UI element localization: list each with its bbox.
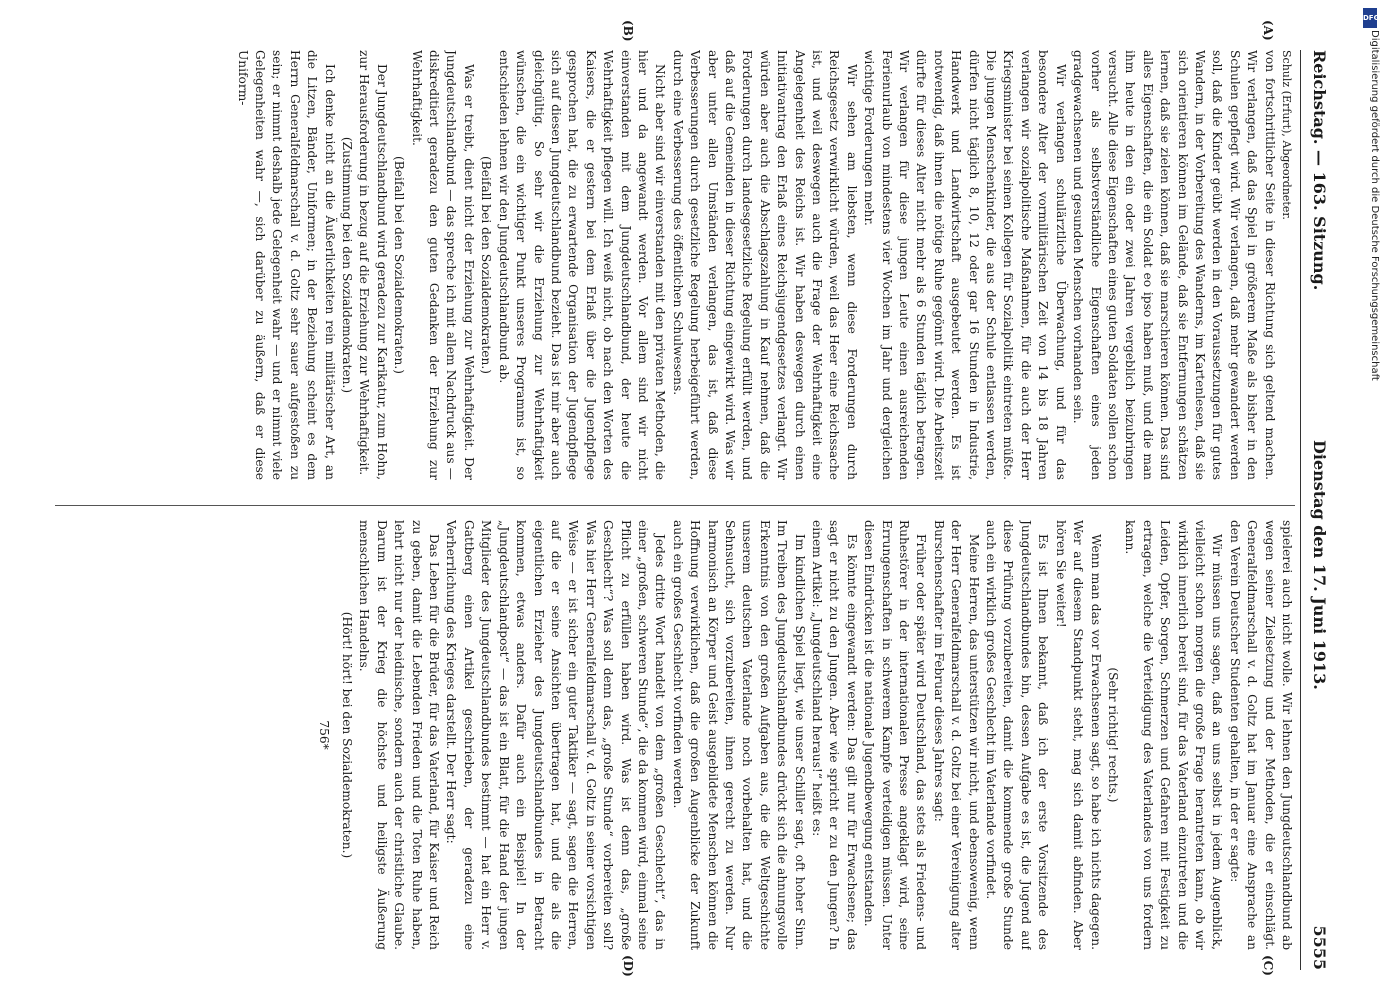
quotation: Im kindlichen Spiel liegt, wie unser Schiller sagt, oft hoher Sinn. Im Treiben des Jungdeutschlandbundes drückt sich die ahnungsvolle Erkenntnis von den großen Aufgaben aus, die die Weltgeschichte unserem deutschen Vaterlande noch vorbehalten hat, und die Sehnsucht, sich vorzubereiten, ihnen gerecht zu werden. Nur harmonisch an Körper und Geist ausgebildete Menschen können die Hoffnung verwirklichen, daß die großen Augenblicke der Zukunft auch ein großes Geschlecht vorfinden werden.: [670, 520, 807, 950]
paragraph: Was er treibt, dient nicht der Erziehung zur Wehrhaftigkeit. Der Jungdeutschlandbund — das spreche ich mit allem Nachdruck aus — diskreditiert geradezu den guten Gedanken der Erziehung zur Wehrhaftigkeit.: [409, 50, 476, 480]
quotation: Wir müssen uns sagen, daß an uns selbst in jedem Augenblick, vielleicht schon morgen die große Frage herantreten kann, ob wir wirklich innerlich bereit sind, für das Vaterland einzutreten und die Leiden, Opfer, Sorgen, Schmerzen und Gefahren mit Festigkeit zu ertragen, welche die Verteidigung des Vaterlandes von uns fordern kann.: [1123, 520, 1225, 950]
header-rule: [1300, 50, 1301, 970]
paragraph: Ich denke nicht an die Äußerlichkeiten rein militärischer Art, an die Litzen, Bänder, Uniformen; in der Beziehung scheint es dem Herrn Generalfeldmarschall v. d. Goltz sehr sauer aufgestoßen zu sein; er nimmt deshalb jede Gelegenheit wahr — und er nimmt viele Gelegenheiten wahr —, sich darüber zu äußern, daß er diese Uniform-: [235, 50, 337, 480]
margin-marker-a: (A): [1261, 20, 1275, 41]
dfg-logo: DFG: [1363, 8, 1377, 28]
paragraph: Der Jungdeutschlandbund wird geradezu zur Karikatur, zum Hohn, zur Herausforderung in bezug auf die Erziehung zur Wehrhaftigkeit.: [357, 50, 389, 480]
margin-marker-b: (B): [621, 20, 635, 42]
quotation: Es ist Ihnen bekannt, daß ich der erste Vorsitzende des Jungdeutschlandbundes bin, dessen Aufgabe es ist, die Jugend auf diese Prüfung vorzubereiten, damit die kommende große Stunde auch ein wirklich großes Geschlecht im Vaterlande vorfindet.: [984, 520, 1051, 950]
paragraph: Wir sehen am liebsten, wenn diese Forderungen durch Reichsgesetz verwirklicht würden, weil das Heer eine Reichssache ist, und weil deswegen auch die Frage der Wehrhaftigkeit eine Angelegenheit des Reichs ist. Wir haben deswegen durch einen Initiativantrag den Erlaß eines Reichsjugendgesetzes verlangt. Wir würden aber auch die Abschlagszahlung in Kauf nehmen, daß die Forderungen durch landesgesetzliche Regelung erfüllt werden, und daß auf die Gemeinden in dieser Richtung eingewirkt wird. Was wir aber unter allen Umständen verlangen, das ist, daß diese Verbesserungen durch gesetzliche Regelung herbeigeführt werden, durch eine Verbesserung des öffentlichen Schulwesens.: [670, 50, 859, 480]
paragraph: von fortschrittlicher Seite in dieser Richtung sich geltend machen. Wir verlangen, daß das Spiel in größerem Maße als bisher in den Schulen gepflegt wird. Wir verlangen, daß mehr gewandert werden soll, daß die Kinder geübt werden in den Voraussetzungen für gutes Wandern, in der Vorbereitung des Wanderns, im Kartenlesen, daß sie sich orientieren können im Gelände, daß sie Entfernungen schätzen lernen, daß sie zielen können, daß sie marschieren können. Das sind alles Eigenschaften, die ein Soldat eo ipso haben muß, und die man ihm heute in den ein oder zwei Jahren vergeblich beizubringen versucht. Alle diese Eigenschaften eines guten Soldaten sollen schon vorher als selbstverständliche Eigenschaften eines jeden gradgewachsenen und gesunden Menschen vorhanden sein.: [1071, 50, 1277, 480]
header-left: Reichstag. — 163. Sitzung.: [1310, 50, 1329, 291]
running-header: [1299, 50, 1335, 970]
column-separator: [55, 505, 1295, 506]
page-number: 5555: [1310, 925, 1329, 970]
footer-mark: 756*: [316, 720, 331, 750]
paragraph: Es könnte eingewandt werden: Das gilt nur für Erwachsene; das sagt er nicht zu den Jungen. Aber wie spricht er zu den Jungen? In einem Artikel: „Jungdeutschland heraus!“ heißt es:: [810, 520, 859, 950]
margin-marker-c: (C): [1261, 955, 1275, 976]
paragraph: Meine Herren, das unterstützen wir nicht, und ebensowenig, wenn der Herr Generalfeldmarschall v. d. Goltz bei einer Vereinigung alter Burschenschafter im Februar dieses Jahres sagt:: [931, 520, 981, 950]
paragraph: Jedes dritte Wort handelt von dem „großen Geschlecht“, das in einer „großen, schweren Stunde“, die da kommen wird, einmal seine Pflicht zu erfüllen haben wird. Was ist denn das, „große Geschlecht“? Was soll denn das, „große Stunde“ vorbereiten soll? Was hier Herr Generalfeldmarschall v. d. Goltz in seiner vorsichtigen Weise — er ist sicher ein guter Taktiker — sagt, sagen die Herren, auf die er seine Ansichten übertragen hat, und die als die eigentlichen Erzieher des Jungdeutschlandbundes in Betracht kommen, etwas anders. Dafür auch ein Beispiel! In der „Jungdeutschlandpost“ — das ist ein Blatt, für die Hand der jungen Mitglieder des Jungdeutschlandbundes bestimmt — hat ein Herr v. Gattberg einen Artikel geschrieben, der geradezu eine Verherrlichung des Krieges darstellt. Der Herr sagt:: [444, 520, 668, 950]
quotation: Früher oder später wird Deutschland, das stets als Friedens- und Ruhestörer in der internationalen Presse angeklagt wird, seine Errungenschaften in schwerem Kampfe verteidigen müssen. Unter diesen Eindrücken ist die nationale Jugendbewegung entstanden.: [862, 520, 929, 950]
interjection: (Beifall bei den Sozialdemokraten.): [479, 156, 494, 374]
paragraph: Nicht aber sind wir einverstanden mit den privaten Methoden, die hier und da angewandt werden. Vor allem sind wir nicht einverstanden mit dem Jungdeutschlandbund, der heute die Wehrhaftigkeit pflegen will. Ich weiß nicht, ob nach den Worten des Kaisers, die er gestern bei dem Erlaß über die Jugendpflege gesprochen hat, die zu erwartende Organisation der Jugendpflege sich auf diesen Jungdeutschlandbund bezieht. Das ist mir aber auch gleichgültig. So sehr wir die Erziehung zur Wehrhaftigkeit wünschen, die ein wichtiger Punkt unseres Programms ist, so entschieden lehnen wir den Jungdeutschlandbund ab.: [496, 50, 668, 480]
paragraph: Wir verlangen schulärztliche Überwachung, und für das besondere Alter der vormilitärischen Zeit von 14 bis 18 Jahren verlangen wir sozialpolitische Maßnahmen, für die auch der Herr Kriegsminister bei seinen Kollegen für Sozialpolitik eintreten müßte. Die jungen Menschenkinder, die aus der Schule entlassen werden, dürfen nicht täglich 8, 10, 12 oder gar 16 Stunden in Industrie, Handwerk und Landwirtschaft ausgebeutet werden. Es ist notwendig, daß ihnen die nötige Ruhe gegönnt wird. Die Arbeitszeit dürfte für dieses Alter nicht mehr als 6 Stunden täglich betragen. Wir verlangen für diese jungen Leute einen ausreichenden Ferienurlaub von mindestens vier Wochen im Jahr und dergleichen wichtige Forderungen mehr.: [862, 50, 1068, 480]
right-column: [55, 520, 1295, 950]
rotated-page-content: [35, 20, 1335, 977]
interjection: (Zustimmung bei den Sozialdemokraten.): [340, 136, 355, 394]
speaker-line: Schulz (Erfurt), Abgeordneter.: [1280, 50, 1293, 220]
interjection: (Beifall bei den Sozialdemokraten.): [392, 156, 407, 374]
quotation: Das Leben für die Brüder, für das Vaterland, für Kaiser und Reich zu geben, damit die Lebenden Frieden und die Toten Ruhe haben, lehrt nicht nur der heidnische, sondern auch der christliche Glaube. Darum ist der Krieg die höchste und heiligste Äußerung menschlichen Handelns.: [357, 520, 442, 950]
paragraph: Wenn man das vor Erwachsenen sagt, so habe ich nichts dagegen. Wer auf diesem Standpunkt steht, mag sich damit abfinden. Aber hören Sie weiter!: [1053, 520, 1103, 950]
interjection: (Hört! hört! bei den Sozialdemokraten.): [340, 611, 355, 859]
left-column: [55, 50, 1295, 480]
digitization-credit: Digitalisierung gefördert durch die Deutsche Forschungsgemeinschaft: [1369, 30, 1380, 381]
header-date: Dienstag den 17. Juni 1913.: [1310, 440, 1329, 690]
interjection: (Sehr richtig! rechts.): [1105, 667, 1120, 803]
margin-marker-d: (D): [621, 955, 635, 977]
paragraph: spielerei auch nicht wolle. Wir lehnen den Jungdeutschlandbund ab wegen seiner Zielsetzung und der Methoden, die er einschlägt. Generalfeldmarschall v. d. Goltz hat im Januar eine Ansprache an den Verein Deutscher Studenten gehalten, in der er sagte:: [1227, 520, 1294, 950]
